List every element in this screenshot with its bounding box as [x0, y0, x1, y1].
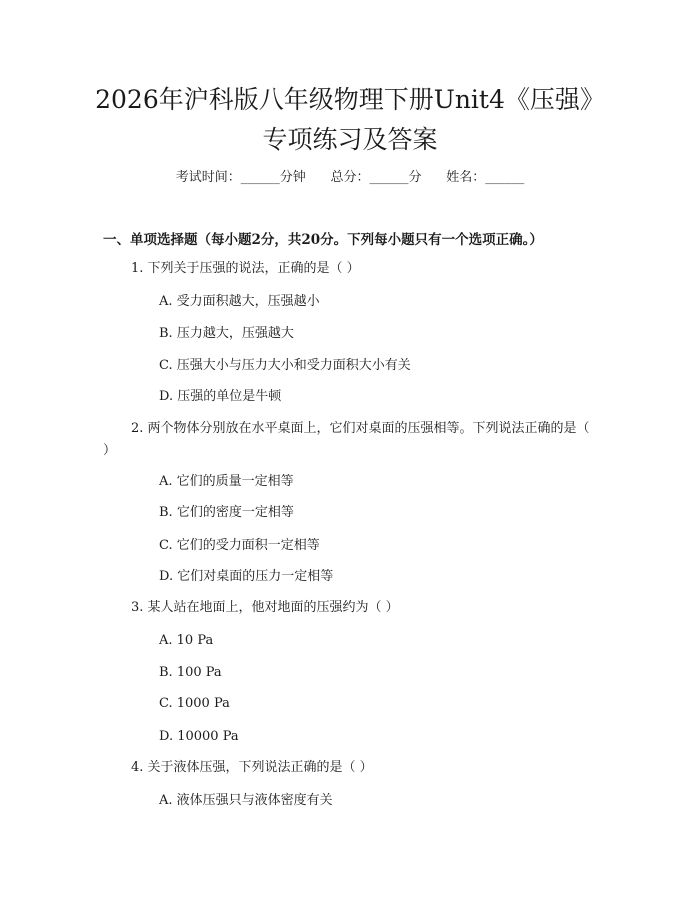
question-1-option-d: D. 压强的单位是牛顿: [159, 389, 282, 404]
question-3-option-d: D. 10000 Pa: [159, 729, 239, 744]
question-2-option-d: D. 它们对桌面的压力一定相等: [159, 569, 334, 584]
question-2: 2. 两个物体分别放在水平桌面上，它们对桌面的压强相等。下列说法正确的是（ ）: [103, 421, 590, 458]
question-1: 1. 下列关于压强的说法，正确的是（ ）: [131, 261, 360, 276]
section-heading: 一、单项选择题（每小题2分，共20分。下列每小题只有一个选项正确。）: [103, 232, 543, 248]
question-3: 3. 某人站在地面上，他对地面的压强约为（ ）: [131, 600, 399, 615]
document-title: 2026年沪科版八年级物理下册Unit4《压强》专项练习及答案: [95, 85, 605, 154]
question-3-option-a: A. 10 Pa: [159, 633, 214, 648]
question-1-option-b: B. 压力越大，压强越大: [159, 326, 294, 341]
question-4: 4. 关于液体压强，下列说法正确的是（ ）: [131, 760, 373, 775]
question-2-option-a: A. 它们的质量一定相等: [159, 474, 294, 489]
question-3-option-b: B. 100 Pa: [159, 665, 222, 680]
question-3-option-c: C. 1000 Pa: [159, 696, 230, 711]
question-1-option-c: C. 压强大小与压力大小和受力面积大小有关: [159, 358, 411, 373]
question-2-option-b: B. 它们的密度一定相等: [159, 505, 294, 520]
exam-info-line: 考试时间：______分钟 总分：______分 姓名：______: [175, 170, 525, 185]
question-1-option-a: A. 受力面积越大，压强越小: [159, 294, 320, 309]
question-2-option-c: C. 它们的受力面积一定相等: [159, 538, 320, 553]
question-4-option-a: A. 液体压强只与液体密度有关: [159, 793, 333, 808]
